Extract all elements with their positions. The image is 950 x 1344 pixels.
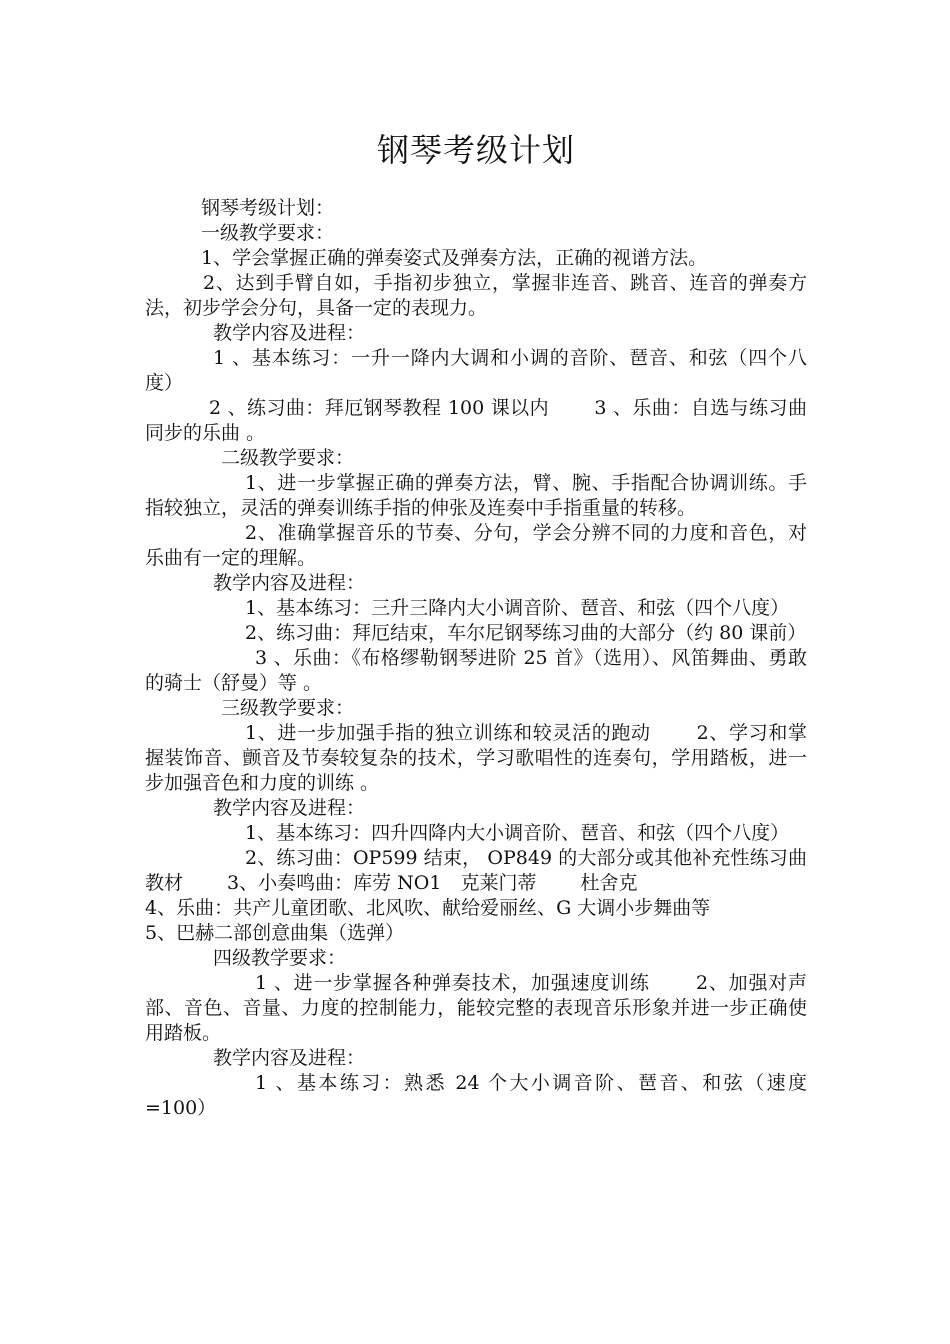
paragraph-level3-content5: 5、巴赫二部创意曲集（选弹） (145, 922, 405, 944)
paragraph-level4-heading: 四级教学要求： (213, 947, 347, 969)
paragraph-level2-heading: 二级教学要求： (221, 447, 355, 469)
paragraph-level2-req2: 2、准确掌握音乐的节奏、分句，学会分辨不同的力度和音色，对乐曲有一定的理解。 (145, 522, 807, 569)
paragraph-level3-content1: 1、基本练习：四升四降内大小调音阶、琶音、和弦（四个八度） (245, 822, 790, 844)
paragraph-level4-req: 1 、进一步掌握各种弹奏技术，加强速度训练 2、加强对声部、音色、音量、力度的控制能力，能较完整的表现音乐形象并进一步正确使用踏板。 (145, 972, 807, 1044)
paragraph-level1-content2: 2 、练习曲：拜厄钢琴教程 100 课以内 3 、乐曲：自选与练习曲同步的乐曲 。 (145, 397, 807, 444)
paragraph-level1-req1: 1、学会掌握正确的弹奏姿式及弹奏方法，正确的视谱方法。 (201, 247, 708, 269)
paragraph-level3-content2: 2、练习曲：OP599 结束， OP849 的大部分或其他补充性练习曲教材 3、小奏鸣曲：库劳 NO1 克莱门蒂 杜舍克 (145, 847, 807, 894)
paragraph-level3-content4: 4、乐曲：共产儿童团歌、北风吹、献给爱丽丝、G 大调小步舞曲等 (145, 897, 711, 919)
paragraph-level2-req1: 1、进一步掌握正确的弹奏方法，臂、腕、手指配合协调训练。手指较独立，灵活的弹奏训练手指的伸张及连奏中手指重量的转移。 (145, 472, 807, 519)
document-title: 钢琴考级计划 (376, 131, 575, 169)
paragraph-level1-content1: 1 、基本练习：一升一降内大调和小调的音阶、琶音、和弦（四个八度） (145, 347, 807, 394)
paragraph-level2-content2: 2、练习曲：拜厄结束，车尔尼钢琴练习曲的大部分（约 80 课前） (245, 622, 807, 644)
paragraph-level2-content-heading: 教学内容及进程： (213, 572, 366, 594)
paragraph-level1-heading: 一级教学要求： (201, 222, 335, 244)
paragraph-level3-content-heading: 教学内容及进程： (213, 797, 366, 819)
paragraph-level3-heading: 三级教学要求： (221, 697, 355, 719)
document-body (145, 196, 814, 1121)
paragraph-level1-req2: 2、达到手臂自如，手指初步独立，掌握非连音、跳音、连音的弹奏方法，初步学会分句，具备一定的表现力。 (145, 272, 807, 319)
paragraph-level3-req: 1、进一步加强手指的独立训练和较灵活的跑动 2、学习和掌握装饰音、颤音及节奏较复杂的技术，学习歌唱性的连奏句，学用踏板，进一步加强音色和力度的训练 。 (145, 722, 807, 794)
paragraph-level4-content-heading: 教学内容及进程： (213, 1047, 366, 1069)
document-page (145, 0, 814, 1344)
paragraph-level2-content3: 3 、乐曲：《布格缪勒钢琴进阶 25 首》（选用）、风笛舞曲、勇敢的骑士（舒曼）等 。 (145, 647, 807, 694)
paragraph-intro: 钢琴考级计划： (201, 197, 335, 219)
paragraph-level2-content1: 1、基本练习：三升三降内大小调音阶、琶音、和弦（四个八度） (245, 597, 790, 619)
paragraph-level1-content-heading: 教学内容及进程： (213, 322, 366, 344)
paragraph-level4-content1: 1 、基本练习：熟悉 24 个大小调音阶、琶音、和弦（速度 =100） (145, 1072, 814, 1119)
